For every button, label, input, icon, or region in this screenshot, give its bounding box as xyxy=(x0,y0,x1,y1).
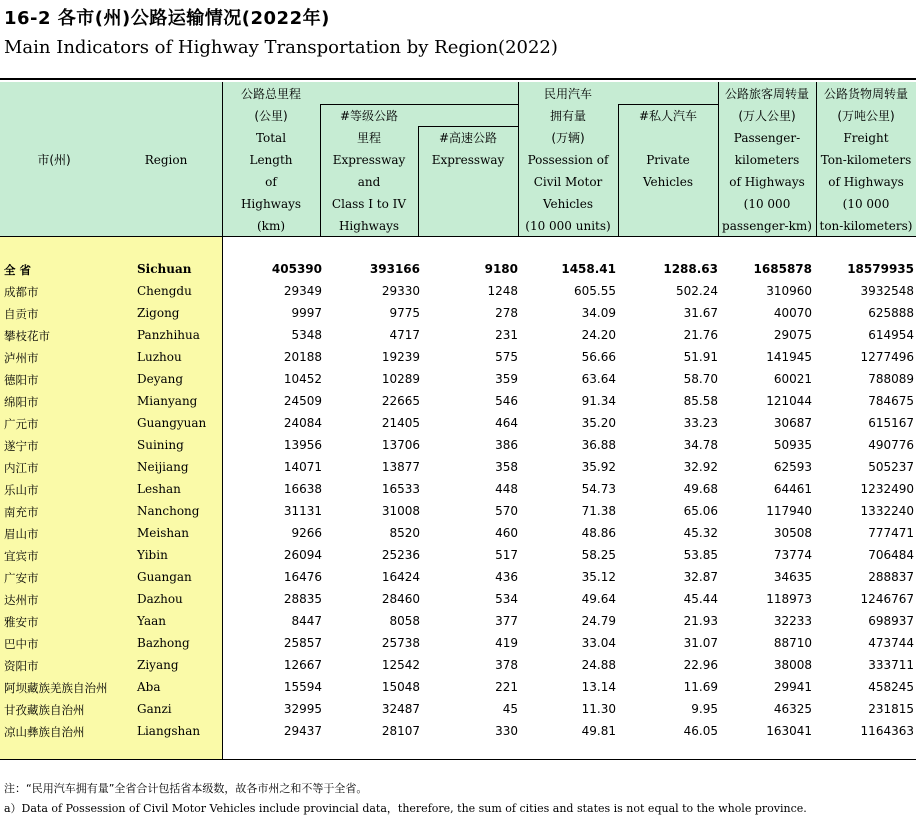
header-total-length-en: Total xyxy=(255,131,287,145)
header-total-length-cn: 公路总里程 xyxy=(240,87,301,101)
cell-private-vehicles: 502.24 xyxy=(676,284,718,298)
header-subrule xyxy=(320,104,518,105)
header-civil-en: Vehicles xyxy=(542,197,594,211)
cell-total-length: 29349 xyxy=(283,284,322,298)
row-city: 眉山市 xyxy=(4,527,39,541)
cell-expressway: 534 xyxy=(495,592,518,606)
header-freight-unit: (万吨公里) xyxy=(837,109,895,123)
cell-civil-vehicles: 605.55 xyxy=(574,284,616,298)
cell-ton-km: 784675 xyxy=(868,394,914,408)
table-row-total xyxy=(0,258,916,280)
row-region: Zigong xyxy=(137,306,180,320)
cell-passenger-km: 1685878 xyxy=(753,262,812,276)
cell-civil-vehicles: 36.88 xyxy=(581,438,616,452)
cell-passenger-km: 141945 xyxy=(766,350,812,364)
cell-graded: 16533 xyxy=(381,482,420,496)
cell-private-vehicles: 49.68 xyxy=(683,482,718,496)
header-total-length-en: Highways xyxy=(240,197,302,211)
cell-total-length: 16476 xyxy=(283,570,322,584)
cell-graded: 15048 xyxy=(381,680,420,694)
row-city: 德阳市 xyxy=(4,373,39,387)
cell-civil-vehicles: 33.04 xyxy=(581,636,616,650)
header-civil-en: (10 000 units) xyxy=(525,219,611,233)
header-subrule xyxy=(618,104,718,105)
cell-expressway: 546 xyxy=(495,394,518,408)
cell-private-vehicles: 32.92 xyxy=(683,460,718,474)
cell-passenger-km: 163041 xyxy=(766,724,812,738)
cell-total-length: 25857 xyxy=(283,636,322,650)
cell-ton-km: 231815 xyxy=(868,702,914,716)
cell-expressway: 436 xyxy=(495,570,518,584)
cell-expressway: 1248 xyxy=(487,284,518,298)
row-region: Suining xyxy=(137,438,184,452)
table-row xyxy=(0,280,916,302)
column-divider xyxy=(320,104,321,236)
header-civil-en: Possession of xyxy=(527,153,609,167)
cell-private-vehicles: 34.78 xyxy=(683,438,718,452)
cell-total-length: 24509 xyxy=(283,394,322,408)
cell-total-length: 5348 xyxy=(291,328,322,342)
cell-expressway: 231 xyxy=(495,328,518,342)
header-region: Region xyxy=(144,153,188,167)
cell-expressway: 45 xyxy=(502,702,518,716)
page-title-en: Main Indicators of Highway Transportation by Region(2022) xyxy=(4,37,558,58)
cell-passenger-km: 310960 xyxy=(766,284,812,298)
cell-expressway: 221 xyxy=(495,680,518,694)
cell-ton-km: 788089 xyxy=(868,372,914,386)
table-row xyxy=(0,566,916,588)
row-city: 攀枝花市 xyxy=(4,329,50,343)
header-civil-unit: (万辆) xyxy=(551,131,585,145)
cell-ton-km: 333711 xyxy=(868,658,914,672)
cell-total-length: 16638 xyxy=(283,482,322,496)
cell-private-vehicles: 32.87 xyxy=(683,570,718,584)
cell-graded: 10289 xyxy=(381,372,420,386)
row-city: 绵阳市 xyxy=(4,395,39,409)
cell-passenger-km: 62593 xyxy=(773,460,812,474)
cell-private-vehicles: 22.96 xyxy=(683,658,718,672)
header-total-length-en: Length xyxy=(249,153,293,167)
header-private-cn: #私人汽车 xyxy=(638,109,698,123)
cell-civil-vehicles: 54.73 xyxy=(581,482,616,496)
header-city: 市(州) xyxy=(37,153,71,167)
cell-civil-vehicles: 24.79 xyxy=(581,614,616,628)
cell-private-vehicles: 1288.63 xyxy=(663,262,718,276)
cell-passenger-km: 88710 xyxy=(773,636,812,650)
header-graded-cn: #等级公路 xyxy=(339,109,399,123)
cell-graded: 13706 xyxy=(381,438,420,452)
row-city: 阿坝藏族羌族自治州 xyxy=(4,681,108,695)
cell-total-length: 8447 xyxy=(291,614,322,628)
cell-passenger-km: 30687 xyxy=(773,416,812,430)
cell-ton-km: 18579935 xyxy=(847,262,914,276)
header-passenger-en: (10 000 xyxy=(743,197,791,211)
table-row xyxy=(0,324,916,346)
header-expressway-en: Expressway xyxy=(431,153,505,167)
row-city: 自贡市 xyxy=(4,307,39,321)
row-city: 资阳市 xyxy=(4,659,39,673)
table-row xyxy=(0,676,916,698)
cell-total-length: 31131 xyxy=(283,504,322,518)
row-region: Meishan xyxy=(137,526,189,540)
bottom-rule xyxy=(0,759,916,760)
cell-graded: 12542 xyxy=(381,658,420,672)
header-total-length-unit: (公里) xyxy=(254,109,288,123)
header-passenger-cn: 公路旅客周转量 xyxy=(724,87,809,101)
cell-passenger-km: 73774 xyxy=(773,548,812,562)
row-city: 乐山市 xyxy=(4,483,39,497)
header-freight-en: (10 000 xyxy=(842,197,890,211)
cell-graded: 4717 xyxy=(389,328,420,342)
table-row xyxy=(0,456,916,478)
cell-civil-vehicles: 1458.41 xyxy=(561,262,616,276)
cell-expressway: 570 xyxy=(495,504,518,518)
table-row xyxy=(0,610,916,632)
cell-total-length: 26094 xyxy=(283,548,322,562)
cell-private-vehicles: 45.44 xyxy=(683,592,718,606)
header-passenger-en: kilometers xyxy=(734,153,800,167)
header-passenger-en: passenger-km) xyxy=(722,219,812,233)
header-passenger-en: of Highways xyxy=(729,175,805,189)
cell-civil-vehicles: 35.92 xyxy=(581,460,616,474)
row-city: 广安市 xyxy=(4,571,39,585)
row-city: 宜宾市 xyxy=(4,549,39,563)
header-freight-en: of Highways xyxy=(828,175,904,189)
row-city: 泸州市 xyxy=(4,351,39,365)
cell-passenger-km: 29075 xyxy=(773,328,812,342)
header-graded-en: Highways xyxy=(338,219,400,233)
cell-expressway: 464 xyxy=(495,416,518,430)
cell-civil-vehicles: 24.20 xyxy=(581,328,616,342)
header-expressway-cn: #高速公路 xyxy=(438,131,498,145)
table-row xyxy=(0,478,916,500)
cell-ton-km: 777471 xyxy=(868,526,914,540)
row-region: Mianyang xyxy=(137,394,198,408)
row-region: Deyang xyxy=(137,372,184,386)
cell-civil-vehicles: 24.88 xyxy=(581,658,616,672)
cell-expressway: 9180 xyxy=(484,262,518,276)
table-row xyxy=(0,368,916,390)
cell-civil-vehicles: 49.81 xyxy=(581,724,616,738)
cell-expressway: 386 xyxy=(495,438,518,452)
row-region: Dazhou xyxy=(137,592,183,606)
header-graded-en: Expressway xyxy=(332,153,406,167)
row-city: 南充市 xyxy=(4,505,39,519)
cell-expressway: 359 xyxy=(495,372,518,386)
cell-total-length: 10452 xyxy=(283,372,322,386)
cell-graded: 31008 xyxy=(381,504,420,518)
cell-civil-vehicles: 56.66 xyxy=(581,350,616,364)
header-freight-en: ton-kilometers) xyxy=(819,219,913,233)
cell-total-length: 13956 xyxy=(283,438,322,452)
cell-total-length: 9266 xyxy=(291,526,322,540)
header-freight-en: Ton-kilometers xyxy=(820,153,912,167)
cell-civil-vehicles: 91.34 xyxy=(581,394,616,408)
table-row xyxy=(0,346,916,368)
cell-private-vehicles: 58.70 xyxy=(683,372,718,386)
row-region: Chengdu xyxy=(137,284,192,298)
row-region: Guangyuan xyxy=(137,416,207,430)
cell-private-vehicles: 31.67 xyxy=(683,306,718,320)
cell-graded: 13877 xyxy=(381,460,420,474)
row-region: Panzhihua xyxy=(137,328,200,342)
cell-graded: 22665 xyxy=(381,394,420,408)
footnote-cn: 注：“民用汽车拥有量”全省合计包括省本级数，故各市州之和不等于全省。 xyxy=(4,782,368,795)
cell-civil-vehicles: 34.09 xyxy=(581,306,616,320)
cell-ton-km: 3932548 xyxy=(860,284,914,298)
cell-private-vehicles: 45.32 xyxy=(683,526,718,540)
cell-total-length: 12667 xyxy=(283,658,322,672)
cell-private-vehicles: 53.85 xyxy=(683,548,718,562)
row-city: 成都市 xyxy=(4,285,39,299)
cell-expressway: 330 xyxy=(495,724,518,738)
cell-ton-km: 505237 xyxy=(868,460,914,474)
cell-passenger-km: 46325 xyxy=(773,702,812,716)
header-private-en: Vehicles xyxy=(642,175,694,189)
cell-ton-km: 625888 xyxy=(868,306,914,320)
table-row xyxy=(0,500,916,522)
cell-civil-vehicles: 58.25 xyxy=(581,548,616,562)
cell-civil-vehicles: 48.86 xyxy=(581,526,616,540)
cell-private-vehicles: 9.95 xyxy=(691,702,718,716)
cell-private-vehicles: 21.93 xyxy=(683,614,718,628)
table-row xyxy=(0,302,916,324)
cell-expressway: 517 xyxy=(495,548,518,562)
cell-ton-km: 614954 xyxy=(868,328,914,342)
cell-private-vehicles: 11.69 xyxy=(683,680,718,694)
cell-total-length: 24084 xyxy=(283,416,322,430)
cell-private-vehicles: 21.76 xyxy=(683,328,718,342)
header-graded-en: and xyxy=(357,175,381,189)
cell-private-vehicles: 65.06 xyxy=(683,504,718,518)
table-row xyxy=(0,390,916,412)
row-region: Nanchong xyxy=(137,504,200,518)
header-private-en: Private xyxy=(646,153,690,167)
cell-passenger-km: 38008 xyxy=(773,658,812,672)
table-row xyxy=(0,412,916,434)
header-graded-cn2: 里程 xyxy=(356,131,381,145)
cell-passenger-km: 60021 xyxy=(773,372,812,386)
row-city: 内江市 xyxy=(4,461,39,475)
table-row xyxy=(0,632,916,654)
cell-expressway: 378 xyxy=(495,658,518,672)
header-civil-cn: 民用汽车 xyxy=(543,87,592,101)
cell-private-vehicles: 51.91 xyxy=(683,350,718,364)
table-row xyxy=(0,544,916,566)
cell-expressway: 419 xyxy=(495,636,518,650)
header-civil-en: Civil Motor xyxy=(533,175,603,189)
table-row xyxy=(0,720,916,742)
header-passenger-unit: (万人公里) xyxy=(738,109,796,123)
row-region: Liangshan xyxy=(137,724,201,738)
cell-graded: 19239 xyxy=(381,350,420,364)
cell-ton-km: 1232490 xyxy=(860,482,914,496)
table-row xyxy=(0,698,916,720)
cell-graded: 8058 xyxy=(389,614,420,628)
table-row xyxy=(0,654,916,676)
row-city: 达州市 xyxy=(4,593,39,607)
cell-graded: 28107 xyxy=(381,724,420,738)
row-region: Sichuan xyxy=(137,262,192,276)
cell-ton-km: 615167 xyxy=(868,416,914,430)
cell-passenger-km: 118973 xyxy=(766,592,812,606)
cell-graded: 25236 xyxy=(381,548,420,562)
cell-expressway: 448 xyxy=(495,482,518,496)
cell-graded: 21405 xyxy=(381,416,420,430)
header-freight-cn: 公路货物周转量 xyxy=(823,87,908,101)
cell-graded: 9775 xyxy=(389,306,420,320)
row-region: Luzhou xyxy=(137,350,182,364)
header-civil-cn2: 拥有量 xyxy=(549,109,586,123)
cell-passenger-km: 30508 xyxy=(773,526,812,540)
cell-passenger-km: 40070 xyxy=(773,306,812,320)
cell-passenger-km: 34635 xyxy=(773,570,812,584)
cell-ton-km: 490776 xyxy=(868,438,914,452)
row-city: 广元市 xyxy=(4,417,39,431)
cell-expressway: 377 xyxy=(495,614,518,628)
cell-graded: 8520 xyxy=(389,526,420,540)
cell-civil-vehicles: 71.38 xyxy=(581,504,616,518)
cell-expressway: 575 xyxy=(495,350,518,364)
row-region: Yaan xyxy=(137,614,167,628)
row-city: 巴中市 xyxy=(4,637,39,651)
row-city: 甘孜藏族自治州 xyxy=(4,703,85,717)
cell-ton-km: 1332240 xyxy=(860,504,914,518)
footnote-en: a）Data of Possession of Civil Motor Vehicles include provincial data，therefore, the sum of cities and states is not equal to the whole province. xyxy=(4,802,807,815)
header-passenger-en: Passenger- xyxy=(733,131,801,145)
cell-civil-vehicles: 63.64 xyxy=(581,372,616,386)
cell-graded: 393166 xyxy=(369,262,420,276)
cell-civil-vehicles: 13.14 xyxy=(581,680,616,694)
row-region: Yibin xyxy=(137,548,168,562)
cell-total-length: 20188 xyxy=(283,350,322,364)
cell-civil-vehicles: 35.12 xyxy=(581,570,616,584)
cell-civil-vehicles: 11.30 xyxy=(581,702,616,716)
top-rule xyxy=(0,78,916,80)
row-region: Ganzi xyxy=(137,702,172,716)
cell-total-length: 29437 xyxy=(283,724,322,738)
table-row xyxy=(0,522,916,544)
row-city: 雅安市 xyxy=(4,615,39,629)
cell-expressway: 460 xyxy=(495,526,518,540)
cell-passenger-km: 50935 xyxy=(773,438,812,452)
cell-graded: 16424 xyxy=(381,570,420,584)
cell-ton-km: 288837 xyxy=(868,570,914,584)
cell-ton-km: 698937 xyxy=(868,614,914,628)
row-region: Guangan xyxy=(137,570,192,584)
cell-civil-vehicles: 35.20 xyxy=(581,416,616,430)
cell-graded: 28460 xyxy=(381,592,420,606)
cell-passenger-km: 117940 xyxy=(766,504,812,518)
header-total-length-en: (km) xyxy=(256,219,285,233)
table-row xyxy=(0,434,916,456)
cell-private-vehicles: 46.05 xyxy=(683,724,718,738)
cell-civil-vehicles: 49.64 xyxy=(581,592,616,606)
column-divider xyxy=(618,104,619,236)
row-region: Bazhong xyxy=(137,636,190,650)
cell-total-length: 14071 xyxy=(283,460,322,474)
cell-passenger-km: 29941 xyxy=(773,680,812,694)
cell-ton-km: 1246767 xyxy=(860,592,914,606)
header-subrule xyxy=(418,126,518,127)
row-city: 全 省 xyxy=(4,263,32,277)
cell-expressway: 358 xyxy=(495,460,518,474)
row-region: Ziyang xyxy=(137,658,179,672)
cell-passenger-km: 121044 xyxy=(766,394,812,408)
header-graded-en: Class I to IV xyxy=(331,197,407,211)
cell-ton-km: 1277496 xyxy=(860,350,914,364)
row-region: Neijiang xyxy=(137,460,189,474)
row-region: Leshan xyxy=(137,482,181,496)
cell-private-vehicles: 33.23 xyxy=(683,416,718,430)
cell-passenger-km: 64461 xyxy=(773,482,812,496)
cell-ton-km: 706484 xyxy=(868,548,914,562)
cell-graded: 29330 xyxy=(381,284,420,298)
cell-passenger-km: 32233 xyxy=(773,614,812,628)
table-row xyxy=(0,588,916,610)
row-city: 凉山彝族自治州 xyxy=(4,725,85,739)
cell-total-length: 32995 xyxy=(283,702,322,716)
cell-total-length: 28835 xyxy=(283,592,322,606)
cell-graded: 25738 xyxy=(381,636,420,650)
cell-total-length: 15594 xyxy=(283,680,322,694)
cell-private-vehicles: 31.07 xyxy=(683,636,718,650)
cell-ton-km: 1164363 xyxy=(860,724,914,738)
page-title-cn: 16-2 各市(州)公路运输情况(2022年) xyxy=(4,8,330,29)
header-freight-en: Freight xyxy=(843,131,889,145)
cell-total-length: 405390 xyxy=(271,262,322,276)
row-city: 遂宁市 xyxy=(4,439,39,453)
cell-private-vehicles: 85.58 xyxy=(683,394,718,408)
row-region: Aba xyxy=(137,680,161,694)
cell-total-length: 9997 xyxy=(291,306,322,320)
header-total-length-en: of xyxy=(265,175,277,189)
cell-ton-km: 458245 xyxy=(868,680,914,694)
cell-graded: 32487 xyxy=(381,702,420,716)
cell-expressway: 278 xyxy=(495,306,518,320)
cell-ton-km: 473744 xyxy=(868,636,914,650)
